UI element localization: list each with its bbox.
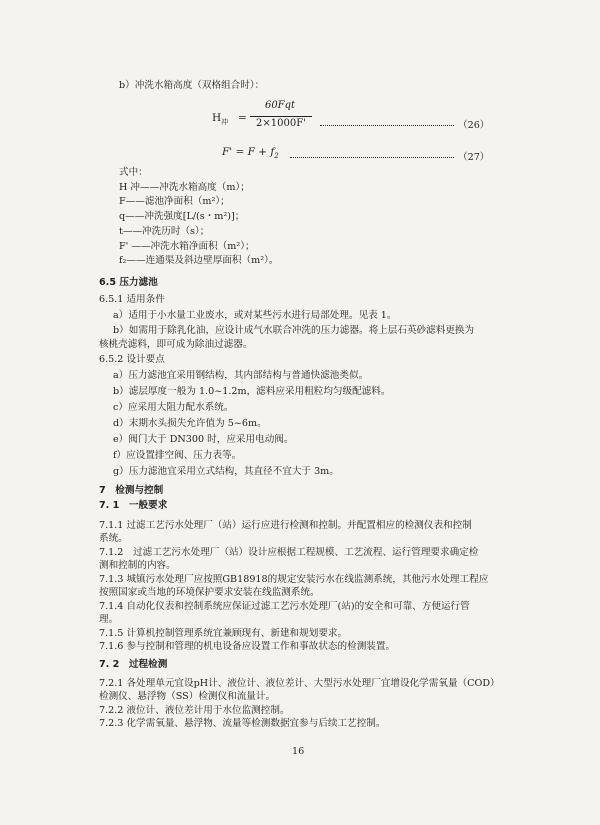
equation-26-equals: = [238, 112, 247, 124]
equation-27-expression: $F' = F + f_2$ [222, 146, 279, 161]
fraction-bar [250, 116, 312, 117]
clause-line: 7.1.4 自动化仪表和控制系统应保证过滤工艺污水处理厂(站)的安全和可靠、方便运行管 [99, 601, 470, 612]
definition-item: q——冲洗强度[L/(s・m²)]； [119, 211, 245, 222]
clause-line: 按照国家或当地的环境保护要求安装在线监测系统。 [99, 587, 320, 598]
clause-line: 7.2.1 各处理单元宜设pH计、液位计、液位差计、大型污水处理厂宜增设化学需氧量（COD） [99, 678, 500, 689]
leader-dots [290, 157, 454, 158]
clause-line: 7.1.1 过滤工艺污水处理厂（站）运行应进行检测和控制。并配置相应的检测仪表和控制 [99, 520, 472, 531]
list-item: a）压力滤池宜采用钢结构，其内部结构与普通快滤池类似。 [113, 370, 369, 381]
definition-item: F' ——冲洗水箱净面积（m²）； [119, 241, 255, 252]
list-item: f）应设置排空阀、压力表等。 [113, 450, 242, 461]
clause-line: 测和控制的内容。 [99, 560, 176, 571]
definition-item: f₂——连通渠及斜边壁厚面积（m²）。 [119, 255, 279, 266]
section-heading-7-2: 7. 2 过程检测 [99, 659, 168, 670]
list-item: d）末期水头损失允许值为 5~6m。 [113, 418, 267, 429]
subsection-heading-6-5-1: 6.5.1 适用条件 [99, 294, 165, 305]
list-item: c）应采用大阻力配水系统。 [113, 402, 234, 413]
definition-item: t——冲洗历时（s）； [119, 226, 210, 237]
list-item: b）滤层厚度一般为 1.0~1.2m，滤料应采用粗粒均匀级配滤料。 [113, 386, 391, 397]
list-item-continuation: 核桃壳滤料，即可成为除油过滤器。 [99, 339, 253, 350]
subsection-heading-6-5-2: 6.5.2 设计要点 [99, 354, 165, 365]
leader-dots [320, 125, 454, 126]
equation-26-number: （26） [458, 120, 490, 131]
equation-27-number: （27） [458, 152, 490, 163]
equation-26-denominator: 2×1000F' [256, 118, 306, 129]
list-item: b）如需用于除乳化油，应设计成气水联合冲洗的压力滤器。将上层石英砂滤料更换为 [113, 325, 475, 336]
clause-line: 7.1.3 城镇污水处理厂应按照GB18918的规定安装污水在线监测系统，其他污水处理工程应 [99, 574, 489, 585]
clause-line: 检测仪、悬浮物（SS）检测仪和流量计。 [99, 691, 276, 702]
equation-26-lhs: $H_冲$ [212, 112, 229, 127]
section-heading-7: 7 检测与控制 [99, 485, 164, 496]
definition-item: F——滤池净面积（m²）； [119, 196, 230, 207]
clause-line: 系统。 [99, 533, 128, 544]
where-label: 式中： [119, 167, 148, 178]
equation-26-numerator: 60Fqt [264, 100, 296, 111]
list-item: g）压力滤池宜采用立式结构，其直径不宜大于 3m。 [113, 466, 339, 477]
section-heading-6-5: 6.5 压力滤池 [99, 277, 158, 288]
section-heading-7-1: 7. 1 一般要求 [99, 500, 168, 511]
clause-line: 7.2.2 液位计、液位差计用于水位监测控制。 [99, 705, 290, 716]
clause-line: 7.2.3 化学需氧量、悬浮物、流量等检测数据宜参与后续工艺控制。 [99, 718, 386, 729]
list-item: e）阀门大于 DN300 时，应采用电动阀。 [113, 434, 294, 445]
page-number: 16 [292, 746, 305, 757]
list-item: a）适用于小水量工业废水，或对某些污水进行局部处理。见表 1。 [113, 310, 397, 321]
clause-line: 理。 [99, 614, 119, 625]
paragraph-intro-b: b）冲洗水箱高度（双格组合时）： [119, 80, 265, 91]
clause-line: 7.1.2 过滤工艺污水处理厂（站）设计应根据工程规模、工艺流程、运行管理要求确定检 [99, 547, 479, 558]
clause-line: 7.1.6 参与控制和管理的机电设备应设置工作和事故状态的检测装置。 [99, 641, 396, 652]
clause-line: 7.1.5 计算机控制管理系统宜兼顾现有、新建和规划要求。 [99, 628, 348, 639]
definition-item: H 冲——冲洗水箱高度（m）； [119, 182, 250, 193]
